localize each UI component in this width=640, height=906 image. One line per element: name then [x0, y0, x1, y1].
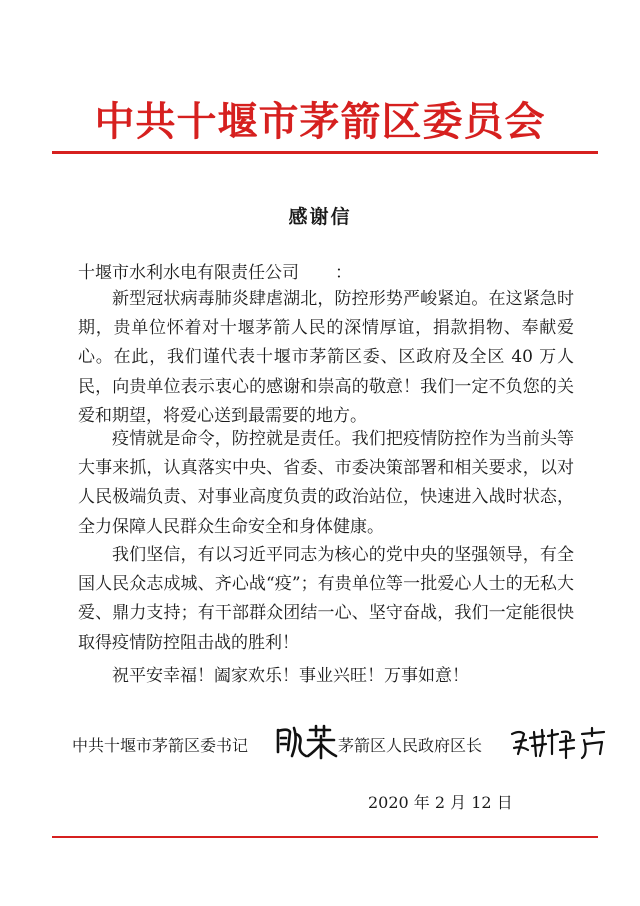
recipient-name: 十堰市水利水电有限责任公司 [78, 263, 299, 283]
salutation-colon: ： [335, 263, 352, 283]
letterhead-red-rule [52, 151, 598, 154]
signature-row [72, 730, 612, 760]
mayor-title: 茅箭区人民政府区长 [338, 736, 483, 755]
mayor-handwritten-signature [508, 724, 608, 760]
closing-wishes: 祝平安幸福！阖家欢乐！事业兴旺！万事如意！ [112, 666, 469, 686]
body-paragraph-1: 新型冠状病毒肺炎肆虐湖北，防控形势严峻紧迫。在这紧急时期，贵单位怀着对十堰茅箭人民的深情厚谊，捐款捐物、奉献爱心。在此，我们谨代表十堰市茅箭区委、区政府及全区 40 万人民，向贵单位表示衷心的感谢和崇高的敬意！我们一定不负您的关爱和期望，将爱心送到最需要的地方。 [78, 289, 574, 426]
letter-date: 2020 年 2 月 12 日 [368, 793, 513, 812]
body-paragraph-3: 我们坚信，有以习近平同志为核心的党中央的坚强领导，有全国人民众志成城、齐心战“疫”；有贵单位等一批爱心人士的无私大爱、鼎力支持；有干部群众团结一心、坚守奋战，我们一定能很快取得疫情防控阻击战的胜利！ [78, 545, 574, 653]
body-paragraph-2: 疫情就是命令，防控就是责任。我们把疫情防控作为当前头等大事来抓，认真落实中央、省委、市委决策部署和相关要求，以对人民极端负责、对事业高度负责的政治站位，快速进入战时状态，全力保障人民群众生命安全和身体健康。 [78, 429, 574, 537]
footer-red-rule [52, 836, 598, 838]
letterhead-title: 中共十堰市茅箭区委员会 [94, 99, 546, 145]
salutation [78, 258, 352, 283]
letter-title: 感谢信 [288, 206, 352, 228]
secretary-title: 中共十堰市茅箭区委书记 [72, 736, 249, 755]
secretary-handwritten-signature [272, 722, 338, 762]
